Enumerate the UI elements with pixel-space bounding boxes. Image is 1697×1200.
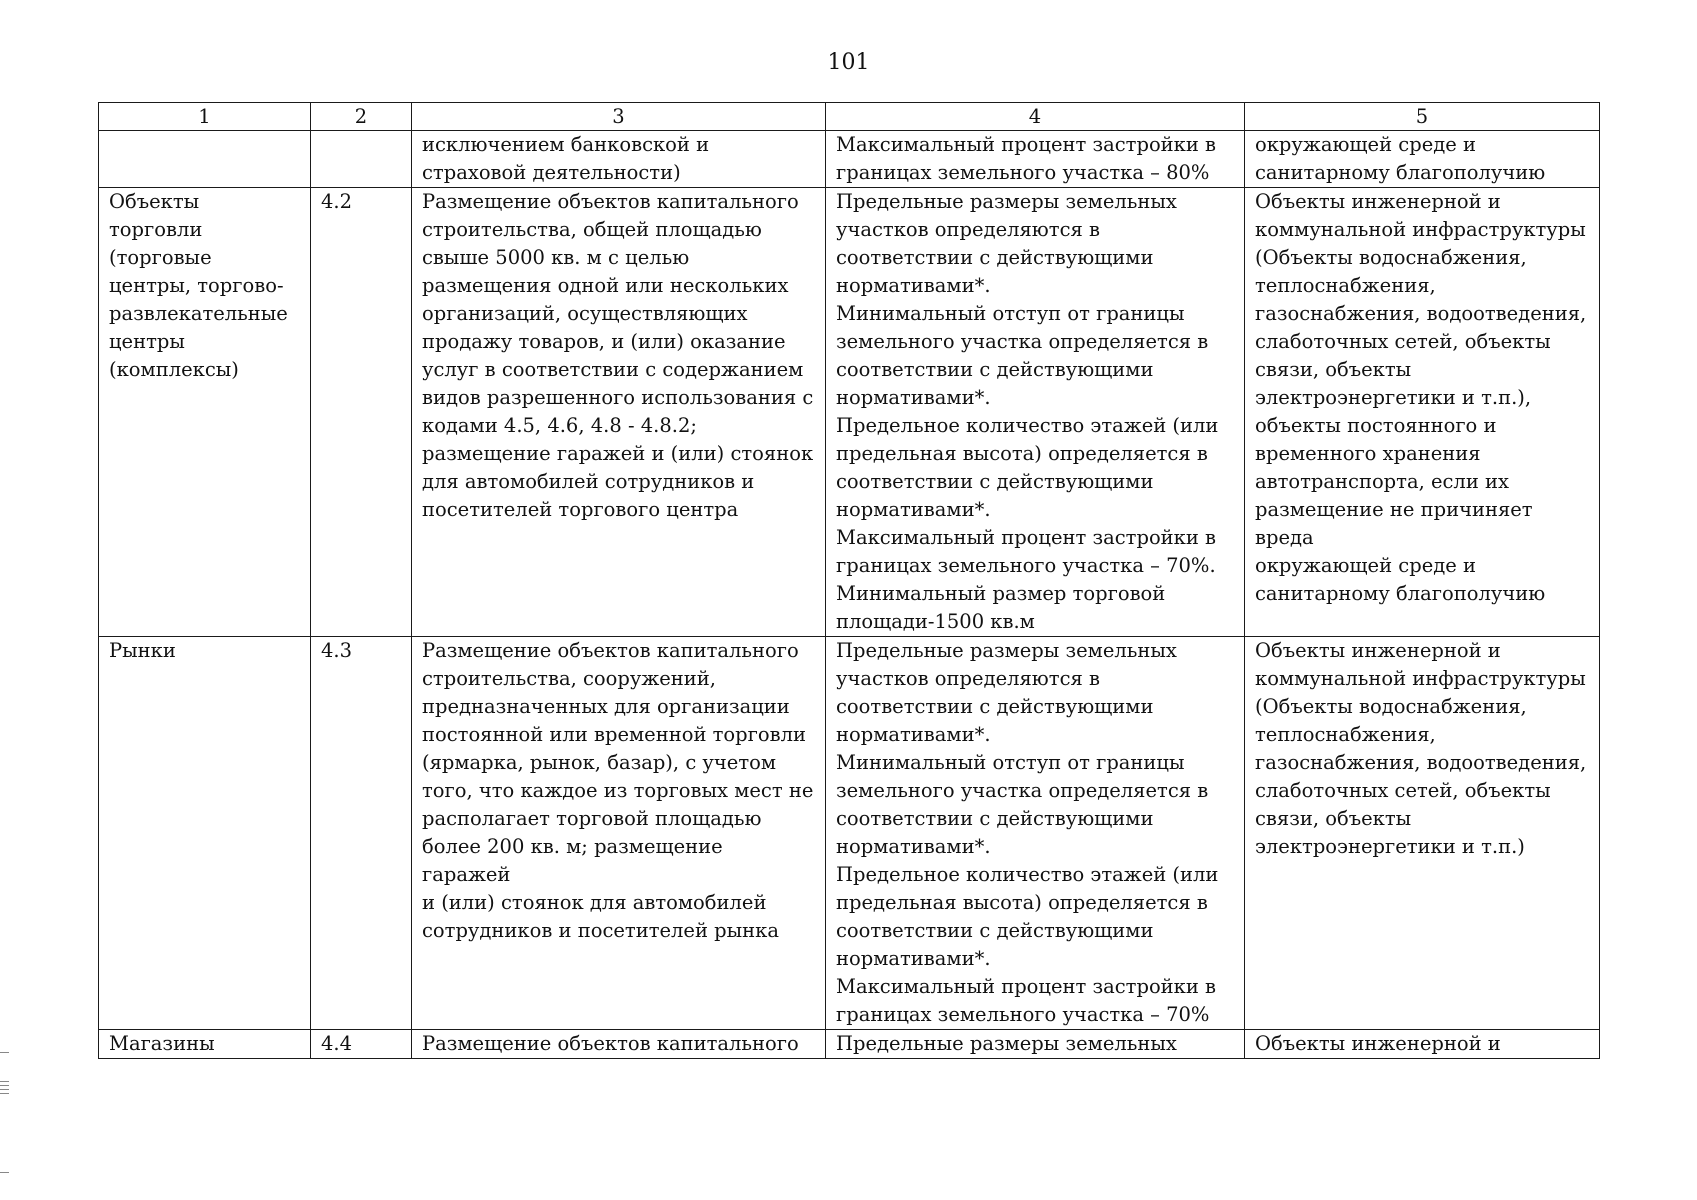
code-cell: 4.2 [311, 188, 412, 637]
code-cell: 4.3 [311, 637, 412, 1030]
description-cell: Размещение объектов капитального строительства, сооружений, предназначенных для организации постоянной или временной торговли (ярмарка, рынок, базар), с учетом того, что каждое из торговых мест не располагает торговой площадью более 200 кв. м; размещение гаражей и (или) стоянок для автомобилей сотрудников и посетителей рынка [412, 637, 826, 1030]
scan-margin-mark [0, 1081, 9, 1082]
column-header: 3 [412, 103, 826, 131]
table-row-continuation [99, 131, 1600, 188]
table-row-markets [99, 637, 1600, 1030]
auxiliary-uses-cell: окружающей среде и санитарному благополучию [1245, 131, 1600, 188]
use-type-cell [99, 131, 311, 188]
use-type-cell: Объекты торговли (торговые центры, торгово- развлекательные центры (комплексы) [99, 188, 311, 637]
parameters-cell: Предельные размеры земельных участков определяются в соответствии с действующими нормативами*. Минимальный отступ от границы земельного участка определяется в соответствии с действующими нормативами*. Предельное количество этажей (или предельная высота) определяется в соответствии с действующими нормативами*. Максимальный процент застройки в границах земельного участка – 70%. Минимальный размер торговой площади-1500 кв.м [826, 188, 1245, 637]
parameters-cell: Максимальный процент застройки в границах земельного участка – 80% [826, 131, 1245, 188]
auxiliary-uses-cell: Объекты инженерной и коммунальной инфраструктуры (Объекты водоснабжения, теплоснабжения, газоснабжения, водоотведения, слаботочных сетей, объекты связи, объекты электроэнергетики и т.п.), объекты постоянного и временного хранения автотранспорта, если их размещение не причиняет вреда окружающей среде и санитарному благополучию [1245, 188, 1600, 637]
land-use-table [98, 102, 1600, 1059]
code-cell: 4.4 [311, 1030, 412, 1059]
column-header: 5 [1245, 103, 1600, 131]
parameters-cell: Предельные размеры земельных [826, 1030, 1245, 1059]
description-cell: исключением банковской и страховой деятельности) [412, 131, 826, 188]
description-cell: Размещение объектов капитального строительства, общей площадью свыше 5000 кв. м с целью размещения одной или нескольких организаций, осуществляющих продажу товаров, и (или) оказание услуг в соответствии с содержанием видов разрешенного использования с кодами 4.5, 4.6, 4.8 - 4.8.2; размещение гаражей и (или) стоянок для автомобилей сотрудников и посетителей торгового центра [412, 188, 826, 637]
column-header: 2 [311, 103, 412, 131]
use-type-cell: Магазины [99, 1030, 311, 1059]
parameters-cell: Предельные размеры земельных участков определяются в соответствии с действующими нормативами*. Минимальный отступ от границы земельного участка определяется в соответствии с действующими нормативами*. Предельное количество этажей (или предельная высота) определяется в соответствии с действующими нормативами*. Максимальный процент застройки в границах земельного участка – 70% [826, 637, 1245, 1030]
scan-margin-mark [0, 1093, 9, 1094]
scan-margin-mark [0, 1085, 9, 1086]
code-cell [311, 131, 412, 188]
page-number: 101 [827, 50, 870, 75]
auxiliary-uses-cell: Объекты инженерной и коммунальной инфраструктуры (Объекты водоснабжения, теплоснабжения, газоснабжения, водоотведения, слаботочных сетей, объекты связи, объекты электроэнергетики и т.п.) [1245, 637, 1600, 1030]
table-row-trade-objects [99, 188, 1600, 637]
column-number-row [99, 103, 1600, 131]
use-type-cell: Рынки [99, 637, 311, 1030]
column-header: 4 [826, 103, 1245, 131]
column-header: 1 [99, 103, 311, 131]
scan-margin-mark [0, 1052, 9, 1053]
scan-margin-mark [0, 1089, 9, 1090]
scan-margin-mark [0, 1172, 9, 1173]
description-cell: Размещение объектов капитального [412, 1030, 826, 1059]
auxiliary-uses-cell: Объекты инженерной и [1245, 1030, 1600, 1059]
table-row-shops [99, 1030, 1600, 1059]
